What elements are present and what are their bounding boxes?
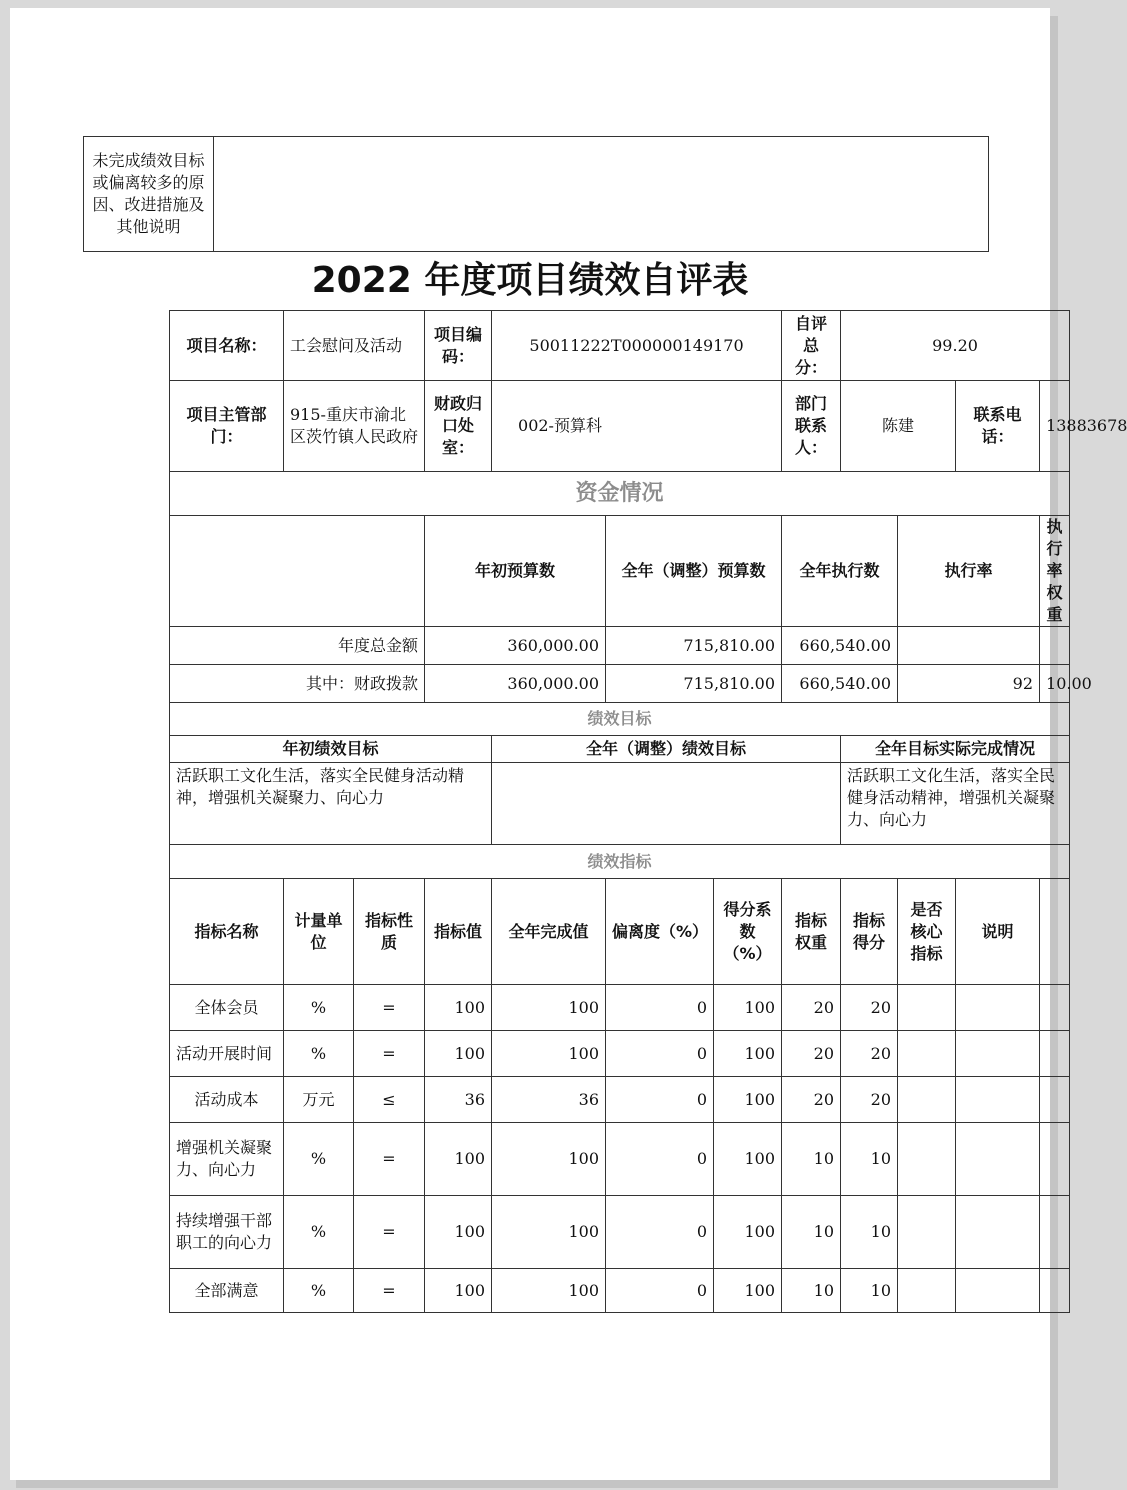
funds-row-label: 年度总金额: [170, 627, 425, 665]
finance-value: 002-预算科: [492, 381, 782, 472]
ind-unit: %: [284, 1196, 354, 1269]
funds-row-executed: 660,540.00: [782, 627, 898, 665]
ind-score: 10: [841, 1196, 898, 1269]
ind-score: 10: [841, 1269, 898, 1313]
goals-header-initial: 年初绩效目标: [170, 736, 492, 763]
ind-name: 增强机关凝聚力、向心力: [170, 1123, 284, 1196]
ind-note: [956, 1123, 1040, 1196]
ind-name: 全部满意: [170, 1269, 284, 1313]
goals-adjusted-text: [492, 763, 841, 845]
document-page: [10, 8, 1127, 1480]
ind-note: [956, 985, 1040, 1031]
ind-extra: [1040, 1123, 1070, 1196]
ind-coef: 100: [714, 985, 782, 1031]
ind-header-coef: 得分系数（%）: [714, 879, 782, 985]
ind-nature: =: [354, 1031, 425, 1077]
self-score-label: 自评总分：: [782, 311, 841, 381]
ind-header-weight: 指标权重: [782, 879, 841, 985]
funds-section-title: 资金情况: [170, 472, 1070, 516]
ind-header-unit: 计量单位: [284, 879, 354, 985]
ind-weight: 20: [782, 1031, 841, 1077]
project-code-value: 50011222T000000149170: [492, 311, 782, 381]
ind-coef: 100: [714, 1196, 782, 1269]
ind-header-nature: 指标性质: [354, 879, 425, 985]
ind-unit: %: [284, 1123, 354, 1196]
ind-deviation: 0: [606, 1031, 714, 1077]
ind-header-name: 指标名称: [170, 879, 284, 985]
evaluation-table: [169, 310, 1127, 1313]
ind-header-deviation: 偏离度（%）: [606, 879, 714, 985]
funds-header-executed: 全年执行数: [782, 516, 898, 627]
ind-core: [898, 1196, 956, 1269]
funds-header-weight: 执行率权重: [1040, 516, 1070, 627]
goals-section-title: 绩效目标: [170, 703, 1070, 736]
ind-nature: =: [354, 1196, 425, 1269]
ind-header-actual: 全年完成值: [492, 879, 606, 985]
ind-deviation: 0: [606, 1123, 714, 1196]
funds-row: [170, 627, 1070, 665]
ind-coef: 100: [714, 1123, 782, 1196]
ind-value: 100: [425, 1196, 492, 1269]
ind-nature: =: [354, 1123, 425, 1196]
ind-extra: [1040, 1196, 1070, 1269]
ind-score: 20: [841, 1031, 898, 1077]
ind-header-score: 指标得分: [841, 879, 898, 985]
indicator-row: [170, 1269, 1070, 1313]
ind-header-note: 说明: [956, 879, 1040, 985]
remarks-label: 未完成绩效目标或偏离较多的原因、改进措施及其他说明: [84, 137, 214, 252]
funds-row-adjusted: 715,810.00: [606, 665, 782, 703]
funds-row-initial: 360,000.00: [425, 627, 606, 665]
dept-value: 915-重庆市渝北区茨竹镇人民政府: [284, 381, 425, 472]
ind-weight: 10: [782, 1196, 841, 1269]
funds-row-adjusted: 715,810.00: [606, 627, 782, 665]
ind-unit: %: [284, 1269, 354, 1313]
ind-actual: 100: [492, 1269, 606, 1313]
ind-value: 100: [425, 985, 492, 1031]
ind-nature: =: [354, 985, 425, 1031]
remarks-table: [83, 136, 989, 252]
ind-header-value: 指标值: [425, 879, 492, 985]
ind-value: 100: [425, 1031, 492, 1077]
ind-weight: 20: [782, 1077, 841, 1123]
ind-deviation: 0: [606, 1077, 714, 1123]
indicators-section-title: 绩效指标: [170, 845, 1070, 879]
contact-value: 陈建: [841, 381, 956, 472]
ind-score: 10: [841, 1123, 898, 1196]
ind-core: [898, 985, 956, 1031]
indicator-row: [170, 1196, 1070, 1269]
goals-header-adjusted: 全年（调整）绩效目标: [492, 736, 841, 763]
ind-coef: 100: [714, 1269, 782, 1313]
goals-initial-text: 活跃职工文化生活，落实全民健身活动精神，增强机关凝聚力、向心力: [170, 763, 492, 845]
remarks-value: [214, 137, 989, 252]
contact-label: 部门联系人：: [782, 381, 841, 472]
funds-row-weight: [1040, 627, 1070, 665]
ind-weight: 20: [782, 985, 841, 1031]
ind-deviation: 0: [606, 985, 714, 1031]
ind-value: 100: [425, 1269, 492, 1313]
ind-note: [956, 1196, 1040, 1269]
funds-row-rate: [898, 627, 1040, 665]
ind-actual: 100: [492, 1196, 606, 1269]
goals-actual-text: 活跃职工文化生活，落实全民健身活动精神，增强机关凝聚力、向心力: [841, 763, 1070, 845]
funds-header-blank: [170, 516, 425, 627]
ind-deviation: 0: [606, 1269, 714, 1313]
ind-name: 持续增强干部职工的向心力: [170, 1196, 284, 1269]
ind-weight: 10: [782, 1269, 841, 1313]
ind-actual: 36: [492, 1077, 606, 1123]
project-name-label: 项目名称：: [170, 311, 284, 381]
indicator-row: [170, 1031, 1070, 1077]
indicator-row: [170, 985, 1070, 1031]
ind-name: 全体会员: [170, 985, 284, 1031]
ind-nature: =: [354, 1269, 425, 1313]
ind-extra: [1040, 1269, 1070, 1313]
ind-note: [956, 1077, 1040, 1123]
ind-header-extra: [1040, 879, 1070, 985]
ind-extra: [1040, 1077, 1070, 1123]
indicator-row: [170, 1077, 1070, 1123]
funds-header-rate: 执行率: [898, 516, 1040, 627]
phone-value: 13883678: [1040, 381, 1070, 472]
ind-core: [898, 1077, 956, 1123]
ind-name: 活动成本: [170, 1077, 284, 1123]
ind-core: [898, 1031, 956, 1077]
funds-row-initial: 360,000.00: [425, 665, 606, 703]
ind-extra: [1040, 1031, 1070, 1077]
ind-name: 活动开展时间: [170, 1031, 284, 1077]
ind-value: 36: [425, 1077, 492, 1123]
indicator-row: [170, 1123, 1070, 1196]
phone-label: 联系电话：: [956, 381, 1040, 472]
ind-core: [898, 1123, 956, 1196]
goals-header-actual: 全年目标实际完成情况: [841, 736, 1070, 763]
funds-row-label: 其中：财政拨款: [170, 665, 425, 703]
ind-extra: [1040, 985, 1070, 1031]
finance-label: 财政归口处室：: [425, 381, 492, 472]
ind-core: [898, 1269, 956, 1313]
funds-row-weight: 10.00: [1040, 665, 1070, 703]
ind-coef: 100: [714, 1077, 782, 1123]
ind-weight: 10: [782, 1123, 841, 1196]
funds-header-initial: 年初预算数: [425, 516, 606, 627]
ind-value: 100: [425, 1123, 492, 1196]
funds-row-rate: 92: [898, 665, 1040, 703]
project-name-value: 工会慰问及活动: [284, 311, 425, 381]
funds-row: [170, 665, 1070, 703]
ind-actual: 100: [492, 1123, 606, 1196]
ind-unit: %: [284, 985, 354, 1031]
project-code-label: 项目编码：: [425, 311, 492, 381]
ind-actual: 100: [492, 1031, 606, 1077]
ind-deviation: 0: [606, 1196, 714, 1269]
ind-unit: 万元: [284, 1077, 354, 1123]
page-title: 2022 年度项目绩效自评表: [311, 260, 749, 301]
ind-note: [956, 1031, 1040, 1077]
ind-score: 20: [841, 985, 898, 1031]
ind-unit: %: [284, 1031, 354, 1077]
ind-coef: 100: [714, 1031, 782, 1077]
ind-actual: 100: [492, 985, 606, 1031]
ind-score: 20: [841, 1077, 898, 1123]
ind-nature: ≤: [354, 1077, 425, 1123]
funds-row-executed: 660,540.00: [782, 665, 898, 703]
self-score-value: 99.20: [841, 311, 1070, 381]
ind-header-core: 是否核心指标: [898, 879, 956, 985]
dept-label: 项目主管部门：: [170, 381, 284, 472]
ind-note: [956, 1269, 1040, 1313]
funds-header-adjusted: 全年（调整）预算数: [606, 516, 782, 627]
